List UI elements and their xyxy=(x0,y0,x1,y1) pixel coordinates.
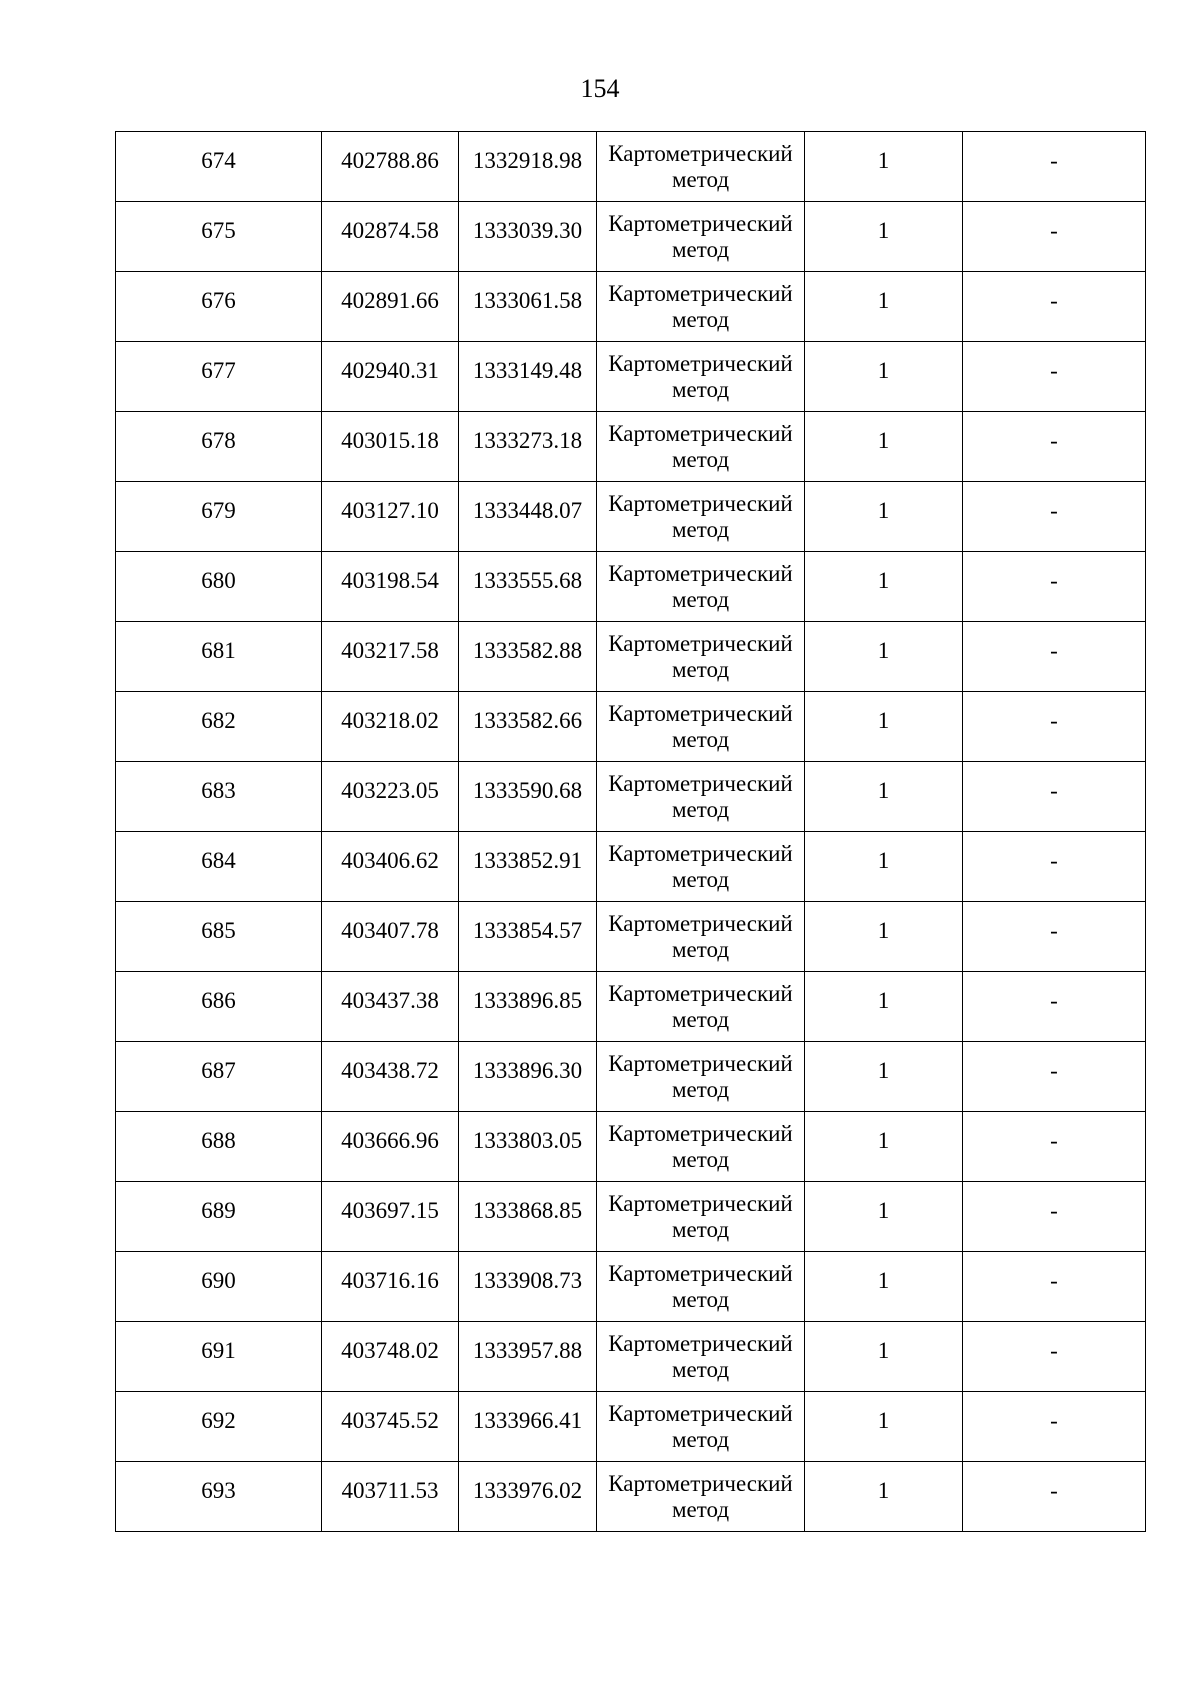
y-coordinate-cell: 1333039.30 xyxy=(459,202,597,272)
method-line-2: метод xyxy=(671,726,730,752)
table-row xyxy=(116,902,1146,972)
note-cell: - xyxy=(963,622,1146,692)
precision-cell: 1 xyxy=(805,202,963,272)
method-line-2: метод xyxy=(671,866,730,892)
method-line-2: метод xyxy=(671,446,730,472)
x-coordinate-cell: 403437.38 xyxy=(322,972,459,1042)
note-cell: - xyxy=(963,412,1146,482)
method-line-1: Картометрический xyxy=(608,210,793,236)
method-cell xyxy=(597,622,805,692)
point-number-cell: 674 xyxy=(116,132,322,202)
method-line-1: Картометрический xyxy=(608,350,793,376)
precision-cell: 1 xyxy=(805,272,963,342)
y-coordinate-cell: 1333854.57 xyxy=(459,902,597,972)
y-coordinate-cell: 1332918.98 xyxy=(459,132,597,202)
table-row xyxy=(116,132,1146,202)
table-row xyxy=(116,342,1146,412)
x-coordinate-cell: 403218.02 xyxy=(322,692,459,762)
method-line-2: метод xyxy=(671,1496,730,1522)
precision-cell: 1 xyxy=(805,1182,963,1252)
method-line-1: Картометрический xyxy=(608,1120,793,1146)
precision-cell: 1 xyxy=(805,1112,963,1182)
point-number-cell: 687 xyxy=(116,1042,322,1112)
method-cell xyxy=(597,1252,805,1322)
table-row xyxy=(116,622,1146,692)
method-line-1: Картометрический xyxy=(608,140,793,166)
method-cell xyxy=(597,1112,805,1182)
method-line-2: метод xyxy=(671,1286,730,1312)
y-coordinate-cell: 1333966.41 xyxy=(459,1392,597,1462)
y-coordinate-cell: 1333149.48 xyxy=(459,342,597,412)
method-line-1: Картометрический xyxy=(608,630,793,656)
y-coordinate-cell: 1333582.88 xyxy=(459,622,597,692)
note-cell: - xyxy=(963,692,1146,762)
precision-cell: 1 xyxy=(805,342,963,412)
x-coordinate-cell: 403407.78 xyxy=(322,902,459,972)
note-cell: - xyxy=(963,972,1146,1042)
method-line-1: Картометрический xyxy=(608,1330,793,1356)
method-line-1: Картометрический xyxy=(608,490,793,516)
note-cell: - xyxy=(963,832,1146,902)
y-coordinate-cell: 1333908.73 xyxy=(459,1252,597,1322)
method-line-1: Картометрический xyxy=(608,1400,793,1426)
method-cell xyxy=(597,972,805,1042)
note-cell: - xyxy=(963,762,1146,832)
method-line-2: метод xyxy=(671,1146,730,1172)
page-number: 154 xyxy=(580,74,620,103)
table-row xyxy=(116,1112,1146,1182)
table-row xyxy=(116,272,1146,342)
point-number-cell: 677 xyxy=(116,342,322,412)
x-coordinate-cell: 403438.72 xyxy=(322,1042,459,1112)
method-cell xyxy=(597,482,805,552)
y-coordinate-cell: 1333555.68 xyxy=(459,552,597,622)
method-line-1: Картометрический xyxy=(608,280,793,306)
method-line-2: метод xyxy=(671,236,730,262)
y-coordinate-cell: 1333448.07 xyxy=(459,482,597,552)
note-cell: - xyxy=(963,1182,1146,1252)
precision-cell: 1 xyxy=(805,482,963,552)
x-coordinate-cell: 403716.16 xyxy=(322,1252,459,1322)
precision-cell: 1 xyxy=(805,622,963,692)
y-coordinate-cell: 1333896.85 xyxy=(459,972,597,1042)
x-coordinate-cell: 403217.58 xyxy=(322,622,459,692)
y-coordinate-cell: 1333976.02 xyxy=(459,1462,597,1532)
method-line-1: Картометрический xyxy=(608,840,793,866)
method-cell xyxy=(597,272,805,342)
method-cell xyxy=(597,1322,805,1392)
table-row xyxy=(116,762,1146,832)
precision-cell: 1 xyxy=(805,762,963,832)
y-coordinate-cell: 1333582.66 xyxy=(459,692,597,762)
point-number-cell: 682 xyxy=(116,692,322,762)
method-cell xyxy=(597,902,805,972)
method-line-2: метод xyxy=(671,1076,730,1102)
point-number-cell: 680 xyxy=(116,552,322,622)
note-cell: - xyxy=(963,902,1146,972)
note-cell: - xyxy=(963,272,1146,342)
point-number-cell: 689 xyxy=(116,1182,322,1252)
note-cell: - xyxy=(963,1042,1146,1112)
x-coordinate-cell: 403666.96 xyxy=(322,1112,459,1182)
precision-cell: 1 xyxy=(805,1462,963,1532)
table-row xyxy=(116,972,1146,1042)
method-cell xyxy=(597,202,805,272)
method-line-1: Картометрический xyxy=(608,910,793,936)
method-line-1: Картометрический xyxy=(608,1260,793,1286)
precision-cell: 1 xyxy=(805,1252,963,1322)
point-number-cell: 692 xyxy=(116,1392,322,1462)
method-cell xyxy=(597,342,805,412)
method-cell xyxy=(597,692,805,762)
method-line-1: Картометрический xyxy=(608,1190,793,1216)
table-row xyxy=(116,692,1146,762)
point-number-cell: 690 xyxy=(116,1252,322,1322)
table-row xyxy=(116,202,1146,272)
x-coordinate-cell: 403406.62 xyxy=(322,832,459,902)
x-coordinate-cell: 402874.58 xyxy=(322,202,459,272)
method-line-2: метод xyxy=(671,936,730,962)
point-number-cell: 688 xyxy=(116,1112,322,1182)
note-cell: - xyxy=(963,202,1146,272)
table-row xyxy=(116,1322,1146,1392)
table-row xyxy=(116,412,1146,482)
x-coordinate-cell: 403127.10 xyxy=(322,482,459,552)
method-line-2: метод xyxy=(671,1006,730,1032)
note-cell: - xyxy=(963,1392,1146,1462)
y-coordinate-cell: 1333896.30 xyxy=(459,1042,597,1112)
note-cell: - xyxy=(963,342,1146,412)
method-line-1: Картометрический xyxy=(608,770,793,796)
point-number-cell: 685 xyxy=(116,902,322,972)
note-cell: - xyxy=(963,1322,1146,1392)
x-coordinate-cell: 403223.05 xyxy=(322,762,459,832)
method-cell xyxy=(597,832,805,902)
point-number-cell: 684 xyxy=(116,832,322,902)
y-coordinate-cell: 1333852.91 xyxy=(459,832,597,902)
method-line-1: Картометрический xyxy=(608,1050,793,1076)
x-coordinate-cell: 403745.52 xyxy=(322,1392,459,1462)
precision-cell: 1 xyxy=(805,832,963,902)
precision-cell: 1 xyxy=(805,1042,963,1112)
note-cell: - xyxy=(963,1252,1146,1322)
y-coordinate-cell: 1333590.68 xyxy=(459,762,597,832)
method-cell xyxy=(597,132,805,202)
method-line-2: метод xyxy=(671,1356,730,1382)
table-row xyxy=(116,832,1146,902)
note-cell: - xyxy=(963,552,1146,622)
method-line-1: Картометрический xyxy=(608,1470,793,1496)
method-cell xyxy=(597,552,805,622)
point-number-cell: 693 xyxy=(116,1462,322,1532)
precision-cell: 1 xyxy=(805,1392,963,1462)
y-coordinate-cell: 1333273.18 xyxy=(459,412,597,482)
table-row xyxy=(116,482,1146,552)
x-coordinate-cell: 402891.66 xyxy=(322,272,459,342)
precision-cell: 1 xyxy=(805,692,963,762)
method-cell xyxy=(597,1042,805,1112)
point-number-cell: 676 xyxy=(116,272,322,342)
y-coordinate-cell: 1333868.85 xyxy=(459,1182,597,1252)
method-line-2: метод xyxy=(671,376,730,402)
x-coordinate-cell: 403748.02 xyxy=(322,1322,459,1392)
method-cell xyxy=(597,412,805,482)
point-number-cell: 675 xyxy=(116,202,322,272)
method-line-2: метод xyxy=(671,796,730,822)
point-number-cell: 681 xyxy=(116,622,322,692)
precision-cell: 1 xyxy=(805,132,963,202)
precision-cell: 1 xyxy=(805,902,963,972)
coordinates-table xyxy=(115,131,1146,1532)
method-line-2: метод xyxy=(671,306,730,332)
point-number-cell: 679 xyxy=(116,482,322,552)
method-line-2: метод xyxy=(671,166,730,192)
precision-cell: 1 xyxy=(805,552,963,622)
method-cell xyxy=(597,1182,805,1252)
point-number-cell: 678 xyxy=(116,412,322,482)
note-cell: - xyxy=(963,482,1146,552)
method-cell xyxy=(597,762,805,832)
table-row xyxy=(116,1252,1146,1322)
note-cell: - xyxy=(963,1112,1146,1182)
method-line-1: Картометрический xyxy=(608,420,793,446)
table-row xyxy=(116,552,1146,622)
precision-cell: 1 xyxy=(805,1322,963,1392)
method-cell xyxy=(597,1462,805,1532)
y-coordinate-cell: 1333061.58 xyxy=(459,272,597,342)
method-line-2: метод xyxy=(671,1426,730,1452)
precision-cell: 1 xyxy=(805,412,963,482)
point-number-cell: 686 xyxy=(116,972,322,1042)
table-row xyxy=(116,1182,1146,1252)
table-row xyxy=(116,1392,1146,1462)
y-coordinate-cell: 1333957.88 xyxy=(459,1322,597,1392)
x-coordinate-cell: 402788.86 xyxy=(322,132,459,202)
x-coordinate-cell: 403711.53 xyxy=(322,1462,459,1532)
table-row xyxy=(116,1462,1146,1532)
y-coordinate-cell: 1333803.05 xyxy=(459,1112,597,1182)
method-line-2: метод xyxy=(671,656,730,682)
method-cell xyxy=(597,1392,805,1462)
note-cell: - xyxy=(963,132,1146,202)
x-coordinate-cell: 403198.54 xyxy=(322,552,459,622)
method-line-2: метод xyxy=(671,516,730,542)
point-number-cell: 691 xyxy=(116,1322,322,1392)
precision-cell: 1 xyxy=(805,972,963,1042)
point-number-cell: 683 xyxy=(116,762,322,832)
method-line-2: метод xyxy=(671,586,730,612)
method-line-1: Картометрический xyxy=(608,700,793,726)
table-row xyxy=(116,1042,1146,1112)
method-line-2: метод xyxy=(671,1216,730,1242)
note-cell: - xyxy=(963,1462,1146,1532)
method-line-1: Картометрический xyxy=(608,980,793,1006)
x-coordinate-cell: 402940.31 xyxy=(322,342,459,412)
coordinates-table-body xyxy=(116,132,1146,1532)
x-coordinate-cell: 403697.15 xyxy=(322,1182,459,1252)
x-coordinate-cell: 403015.18 xyxy=(322,412,459,482)
method-line-1: Картометрический xyxy=(608,560,793,586)
